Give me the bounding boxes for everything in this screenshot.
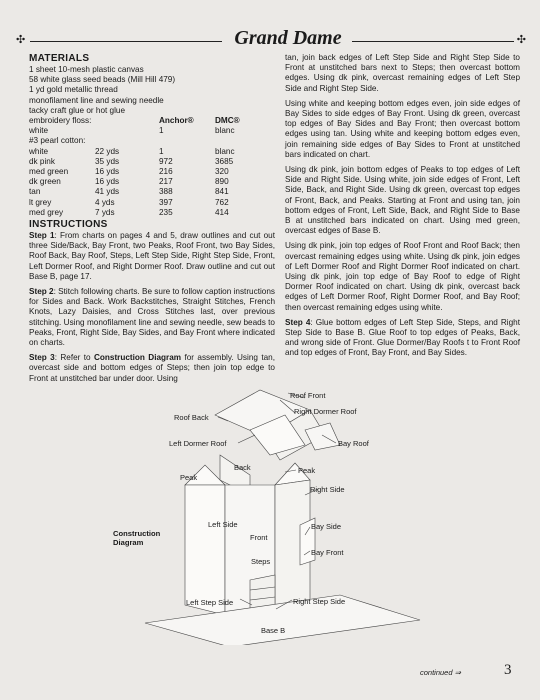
dmc-header: DMC® <box>215 116 240 126</box>
pearl-color: med grey <box>29 207 64 217</box>
pearl-anchor: 388 <box>159 187 173 197</box>
material-item: 1 sheet 10-mesh plastic canvas <box>29 65 144 74</box>
leader-line <box>238 435 255 443</box>
pearl-color: white <box>29 146 49 156</box>
right-column <box>285 53 520 364</box>
roof-assembly-paragraph: Using dk pink, join top edges of Roof Front and Roof Back; then overcast remaining edges using white. Using dk pink, join edges of Left Dormer Roof and Right Dormer Roof indicated on chart. Using dk pink, join top edge of Bay Roof to edge of Right Dormer Roof indicated on chart. Using dk pink, overcast back edges of Left Dormer Roof, Right Dormer Roof, and Bay Roof; then overcast remaining edges using white. <box>285 241 520 312</box>
anchor-header: Anchor® <box>159 116 194 126</box>
materials-heading: MATERIALS <box>29 53 90 64</box>
diagram-drawing <box>100 385 520 645</box>
label-front: Front <box>250 533 268 542</box>
ornament-right-icon: ✣ <box>516 34 526 46</box>
step-3-label: Step 3 <box>29 353 55 363</box>
pearl-anchor: 216 <box>159 167 173 177</box>
step-2-text: : Stitch following charts. Be sure to follow caption instructions for Sides and Back. Work Backstitches, Straight Stitches, French Knots, Lazy Daisies, and Cross Stitches last, over previous stitching. Using monofilament line and sewing needle, sew beads to Peaks, Front, Right Side, Bay Sides, and Bay Front where indicated on charts. <box>29 287 276 348</box>
step-4-text: : Glue bottom edges of Left Step Side, Steps, and Right Step Side to Base B. Glue Roof to top edges of Peaks, Back, and wrong side of Front. Glue Dormer/Bay Roofs t to Front Roof and top edges of Front, Bay Front, and Bay Sides. <box>285 317 520 358</box>
step-2-paragraph <box>29 287 275 348</box>
label-bay-roof: Bay Roof <box>338 439 369 448</box>
floss-color: white <box>29 126 49 136</box>
pearl-anchor: 397 <box>159 197 173 207</box>
pearl-color: tan <box>29 187 41 197</box>
left-column <box>29 53 275 389</box>
material-item: 1 yd gold metallic thread <box>29 85 118 95</box>
label-steps: Steps <box>251 557 271 566</box>
arrow-right-icon: ⇒ <box>454 668 461 677</box>
label-right-side: Right Side <box>310 485 345 494</box>
pearl-amount: 4 yds <box>95 197 115 207</box>
floss-anchor: 1 <box>159 126 164 136</box>
pearl-amount: 7 yds <box>95 207 115 217</box>
step-4-paragraph <box>285 318 520 359</box>
pearl-dmc: 841 <box>215 187 229 197</box>
pearl-dmc: 890 <box>215 177 229 187</box>
floss-table <box>29 116 275 218</box>
ornament-left-icon: ✣ <box>16 34 26 46</box>
step-1-label: Step 1 <box>29 231 55 241</box>
label-left-dormer-roof: Left Dormer Roof <box>169 439 227 448</box>
construction-diagram-ref: Construction Diagram <box>93 353 182 363</box>
pearl-dmc: 762 <box>215 197 229 207</box>
label-right-step-side: Right Step Side <box>293 597 346 606</box>
pearl-color: lt grey <box>29 197 52 207</box>
left-side-shape <box>185 485 225 615</box>
label-right-dormer-roof: Right Dormer Roof <box>294 407 357 416</box>
label-back: Back <box>234 463 251 472</box>
step-3-text-b: for assembly. Using tan, overcast side and bottom edges of Steps; then join top edge to Front at unstitched bar under door. Using <box>29 353 275 383</box>
label-bay-side: Bay Side <box>311 522 342 531</box>
continued-text: continued <box>420 668 453 677</box>
page-header <box>16 27 526 51</box>
continued-note <box>420 668 461 677</box>
pearl-dmc: 3685 <box>215 156 234 166</box>
pearl-amount: 22 yds <box>95 146 120 156</box>
construction-diagram <box>100 385 520 645</box>
header-rule-right <box>352 41 514 42</box>
label-roof-back: Roof Back <box>174 413 209 422</box>
label-left-step-side: Left Step Side <box>186 598 234 607</box>
pearl-color: dk green <box>29 177 61 187</box>
page-title: Grand Dame <box>234 27 342 49</box>
label-roof-front: Roof Front <box>290 391 326 400</box>
label-peak-right: Peak <box>298 466 316 475</box>
pearl-amount: 16 yds <box>95 177 120 187</box>
pearl-anchor: 972 <box>159 156 173 166</box>
step-3-continued: tan, join back edges of Left Step Side and Right Step Side to Front at unstitched bars next to Steps; then overcast bottom edges. Using dk pink, overcast remaining edges of Left Step Side and Right Step Side. <box>285 53 520 93</box>
material-item: 58 white glass seed beads (Mill Hill 479) <box>29 75 176 85</box>
walls-assembly-paragraph: Using dk pink, join bottom edges of Peaks to top edges of Left Side and Right Side. Using white, join side edges of Front, Left Side, Back, and Right Side. Using dk green, overcast top edges of Front, Back, and Peaks. Starting at Front and using tan, join bottom edges of Front, Left Side, Back, and Right Side to Base B at unstitched bars indicated on chart. Using med green, overcast edges of Base B. <box>285 165 520 236</box>
label-peak-left: Peak <box>180 473 198 482</box>
bay-assembly-paragraph: Using white and keeping bottom edges even, join side edges of Bay Sides to side edges of Bay Front. Using dk green, overcast top edges of Bay Sides and Bay Front; then overcast bottom edges using tan. Using white and keeping bottom edges even, join remaining side edges of Bay Sides to Front at unstitched bars indicated on chart. <box>285 98 520 159</box>
step-3-text-a: : Refer to <box>54 353 94 363</box>
floss-dmc: blanc <box>215 126 235 136</box>
pearl-color: dk pink <box>29 156 55 166</box>
material-item: tacky craft glue or hot glue <box>29 105 126 115</box>
pearl-dmc: 320 <box>215 167 229 177</box>
step-1-text: : From charts on pages 4 and 5, draw outlines and cut out three Side/Back, Bay Front, two Peaks, Roof Front, two Bay Sides, Roof Back, Bay Roof, Steps, Left Step Side, Right Step Side, Front, Left Dormer Roof, and Right Dormer Roof. Draw outline and cut out Base B, page 17. <box>29 231 275 281</box>
pearl-color: med green <box>29 167 69 177</box>
pearl-amount: 16 yds <box>95 167 120 177</box>
material-item: monofilament line and sewing needle <box>29 95 164 105</box>
header-rule-left <box>30 41 222 42</box>
floss-amount <box>95 126 159 136</box>
label-base-b: Base B <box>261 626 286 635</box>
pearl-anchor: 235 <box>159 207 173 217</box>
label-left-side: Left Side <box>208 520 238 529</box>
step-1-paragraph <box>29 231 275 282</box>
pearl-anchor: 1 <box>159 146 164 156</box>
instructions-heading: INSTRUCTIONS <box>29 219 108 231</box>
step-3-paragraph <box>29 353 275 384</box>
pearl-dmc: 414 <box>215 207 229 217</box>
label-bay-front: Bay Front <box>311 548 344 557</box>
diagram-caption: Construction Diagram <box>113 529 161 547</box>
page-number: 3 <box>504 662 512 678</box>
step-2-label: Step 2 <box>29 287 54 297</box>
pearl-label: #3 pearl cotton: <box>29 136 86 146</box>
pearl-amount: 35 yds <box>95 156 120 166</box>
floss-label: embroidery floss: <box>29 116 92 126</box>
materials-list <box>29 65 275 116</box>
pearl-amount: 41 yds <box>95 187 120 197</box>
pearl-anchor: 217 <box>159 177 173 187</box>
step-4-label: Step 4 <box>285 317 311 327</box>
pearl-dmc: blanc <box>215 146 235 156</box>
